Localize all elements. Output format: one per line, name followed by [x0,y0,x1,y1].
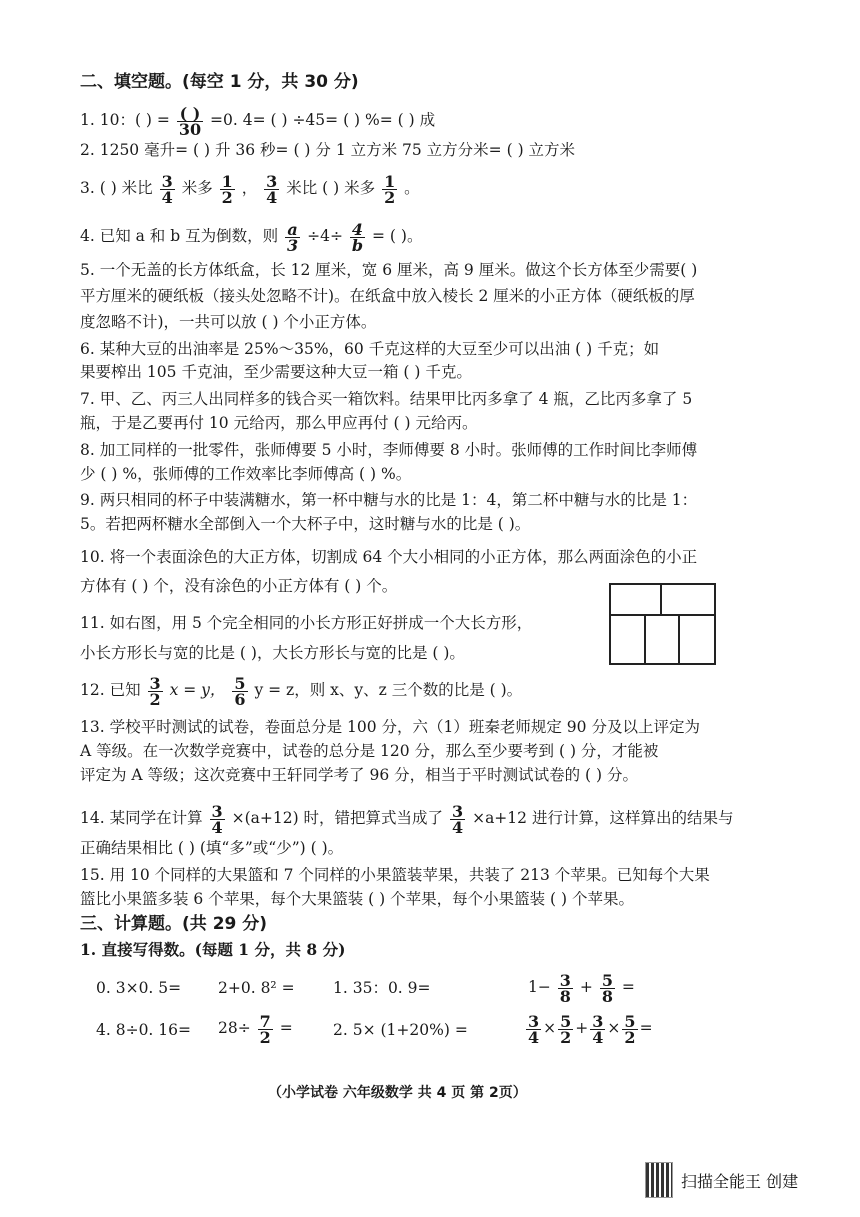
section-3-sub-1: 1. 直接写得数。(每题 1 分，共 8 分) [80,940,346,959]
q14-text-c: ×a+12 进行计算，这样算出的结果与 [472,809,734,827]
q14-text-a: 14. 某同学在计算 [80,809,203,827]
calc-r1-c4-c: = [621,978,635,996]
q12-f2-den: 6 [234,689,246,709]
question-15-line-1: 15. 用 10 个同样的大果篮和 7 个同样的小果篮装苹果，共装了 213 个苹果。已知每个大果 [80,866,710,884]
rectangle-figure [609,583,716,665]
q14-f1-num: 3 [211,801,223,821]
q3-text-d: 米比 ( ) 米多 [286,179,376,197]
question-2: 2. 1250 毫升= ( ) 升 36 秒= ( ) 分 1 立方米 75 立方分米= ( ) 立方米 [80,141,576,159]
question-10-line-1: 10. 将一个表面涂色的大正方体，切割成 64 个大小相同的小正方体，那么两面涂色的小正 [80,548,698,566]
question-12 [80,668,522,712]
question-9-line-2: 5。若把两杯糖水全部倒入一个大杯子中，这时糖与水的比是 ( )。 [80,515,531,533]
figure-cell-top-left [611,585,662,616]
figure-cell-bottom-1 [611,616,646,663]
q12-frac-2 [232,673,247,709]
q14-f1-den: 4 [211,817,223,837]
q1-text-b: =0. 4= ( ) ÷45= ( ) %= ( ) 成 [210,111,436,129]
calc-r1-c3: 1. 35：0. 9= [333,979,431,997]
q14-f2-num: 3 [452,801,464,821]
q3-f2-num: 1 [221,171,233,191]
question-5-line-2: 平方厘米的硬纸板（接头处忽略不计)。在纸盒中放入棱长 2 厘米的小正方体（硬纸板的厚 [80,287,695,305]
question-6-line-1: 6. 某种大豆的出油率是 25%～35%，60 千克这样的大豆至少可以出油 ( ) 千克；如 [80,340,660,358]
question-11-line-1: 11. 如右图，用 5 个完全相同的小长方形正好拼成一个大长方形， [80,614,533,632]
q4-frac-2 [350,219,365,255]
calc-r2-c4-f4-den: 2 [624,1027,636,1047]
q3-frac-3 [264,171,279,207]
question-4 [80,214,422,258]
calc-r1-c4-f2-den: 8 [601,986,613,1006]
q4-frac-1 [285,219,300,255]
section-title-fill-in: 二、填空题。(每空 1 分，共 30 分) [80,72,359,92]
page-footer: （小学试卷 六年级数学 共 4 页 第 2页） [268,1085,527,1101]
calc-r1-c1: 0. 3×0. 5= [96,979,182,997]
calc-r2-c2-a: 28÷ [218,1019,251,1037]
question-9-line-1: 9. 两只相同的杯子中装满糖水，第一杯中糖与水的比是 1：4，第二杯中糖与水的比是 1： [80,491,698,509]
question-15-line-2: 篮比小果篮多装 6 个苹果，每个大果篮装 ( ) 个苹果，每个小果篮装 ( ) 个苹果。 [80,890,634,908]
question-8-line-1: 8. 加工同样的一批零件，张师傅要 5 小时，李师傅要 8 小时。张师傅的工作时间比李师傅 [80,441,698,459]
calc-r2-c2-frac [258,1011,273,1047]
calc-r2-c4-f4-num: 5 [624,1011,636,1031]
calc-r2-c4-frac-4 [622,1011,637,1047]
q3-f4-den: 2 [384,187,396,207]
calc-r2-c4-f2-num: 5 [560,1011,572,1031]
q3-text-b: 米多 [181,179,213,197]
scanner-watermark [645,1162,798,1198]
q3-frac-4 [382,171,397,207]
q4-text-c: = ( )。 [372,227,423,245]
q4-f2-num: 4 [350,222,365,238]
calc-r1-c4-f1-num: 3 [559,970,571,990]
q3-frac-1 [160,171,175,207]
calc-r2-c1: 4. 8÷0. 16= [96,1021,191,1039]
calc-r1-c2: 2+0. 8² = [218,979,295,997]
q1-frac-den: 30 [178,119,202,139]
q3-f3-den: 4 [266,187,278,207]
q14-frac-1 [210,801,225,837]
q14-frac-2 [450,801,465,837]
q3-frac-2 [220,171,235,207]
calc-r2-c4-c: × [607,1019,621,1037]
q1-text-a: 1. 10：( ) = [80,111,170,129]
question-14-line-2: 正确结果相比 ( ) (填“多”或“少”) ( )。 [80,839,344,857]
q4-f2-den: b [351,235,364,255]
calc-r2-c4-frac-3 [590,1011,605,1047]
calc-r2-c2-num: 7 [259,1011,271,1031]
q14-f2-den: 4 [452,817,464,837]
q3-text-e: 。 [404,179,420,197]
calc-r2-c4-f3-num: 3 [592,1011,604,1031]
q12-text-c: y = z，则 x、y、z 三个数的比是 ( )。 [254,681,523,699]
question-8-line-2: 少 ( ) %，张师傅的工作效率比李师傅高 ( ) %。 [80,465,412,483]
figure-cell-bottom-2 [646,616,680,663]
watermark-text: 扫描全能王 创建 [681,1171,799,1191]
q12-frac-1 [148,673,163,709]
question-11-line-2: 小长方形长与宽的比是 ( )，大长方形长与宽的比是 ( )。 [80,644,465,662]
figure-cell-top-right [662,585,714,616]
q4-text-a: 4. 已知 a 和 b 互为倒数，则 [80,227,279,245]
q4-f1-num: a [285,222,300,238]
q12-f1-num: 3 [149,673,161,693]
calc-r1-c4-a: 1− [528,978,551,996]
q3-text-a: 3. ( ) 米比 [80,179,153,197]
q12-text-a: 12. 已知 [80,681,141,699]
question-6-line-2: 果要榨出 105 千克油，至少需要这种大豆一箱 ( ) 千克。 [80,363,472,381]
calc-r2-c4-f2-den: 2 [560,1027,572,1047]
q14-text-b: ×(a+12) 时，错把算式当成了 [231,809,444,827]
calc-r1-c4-f2-num: 5 [601,970,613,990]
calc-r2-c3: 2. 5× (1+20%) = [333,1021,468,1039]
q3-text-c: ， [241,179,258,197]
calc-r2-c2-b: = [279,1019,293,1037]
question-1 [80,98,435,142]
question-10-line-2: 方体有 ( ) 个，没有涂色的小正方体有 ( ) 个。 [80,577,398,595]
calc-r1-c4-frac-1 [558,970,573,1006]
q3-f4-num: 1 [384,171,396,191]
q3-f3-num: 3 [266,171,278,191]
calc-r1-c4-b: + [579,978,593,996]
calc-r2-c4-f3-den: 4 [592,1027,604,1047]
question-3 [80,166,420,210]
calc-r1-c4-f1-den: 8 [559,986,571,1006]
question-13-line-2: A 等级。在一次数学竞赛中，试卷的总分是 120 分，那么至少要考到 ( ) 分，才能被 [80,742,659,760]
calc-r2-c2-den: 2 [259,1027,271,1047]
calc-r2-c4-f1-num: 3 [528,1011,540,1031]
calc-r2-c4-a: × [543,1019,557,1037]
q12-f1-den: 2 [149,689,161,709]
q12-text-b: x = y， [169,681,226,699]
q1-frac-num: ( ) [177,106,203,122]
question-5-line-3: 度忽略不计)，一共可以放 ( ) 个小正方体。 [80,313,377,331]
q3-f1-num: 3 [161,171,173,191]
q1-fraction [177,103,203,139]
question-13-line-3: 评定为 A 等级；这次竞赛中王轩同学考了 96 分，相当于平时测试试卷的 ( ) 分。 [80,766,639,784]
calc-r2-c4-f1-den: 4 [528,1027,540,1047]
question-7-line-2: 瓶，于是乙要再付 10 元给丙，那么甲应再付 ( ) 元给丙。 [80,414,478,432]
q3-f2-den: 2 [221,187,233,207]
section-title-calculation: 三、计算题。(共 29 分) [80,914,268,934]
calc-r2-c2 [218,1006,293,1050]
question-5-line-1: 5. 一个无盖的长方体纸盒，长 12 厘米，宽 6 厘米，高 9 厘米。做这个长方体至少需要( ) [80,261,698,279]
calc-r2-c4-b: + [575,1019,589,1037]
q12-f2-num: 5 [234,673,246,693]
q4-text-b: ÷4÷ [307,227,343,245]
qr-code-icon [645,1162,673,1198]
calc-r2-c4-frac-2 [558,1011,573,1047]
calc-r1-c4-frac-2 [600,970,615,1006]
q3-f1-den: 4 [161,187,173,207]
calc-r1-c4 [528,965,635,1009]
figure-cell-bottom-3 [680,616,714,663]
calc-r2-c4-frac-1 [526,1011,541,1047]
calc-r2-c4 [524,1006,653,1050]
q4-f1-den: 3 [287,235,299,255]
question-7-line-1: 7. 甲、乙、丙三人出同样多的钱合买一箱饮料。结果甲比丙多拿了 4 瓶，乙比丙多拿了 5 [80,390,693,408]
question-13-line-1: 13. 学校平时测试的试卷，卷面总分是 100 分，六（1）班秦老师规定 90 分及以上评定为 [80,718,700,736]
calc-r2-c4-d: = [639,1019,653,1037]
question-14 [80,796,733,840]
